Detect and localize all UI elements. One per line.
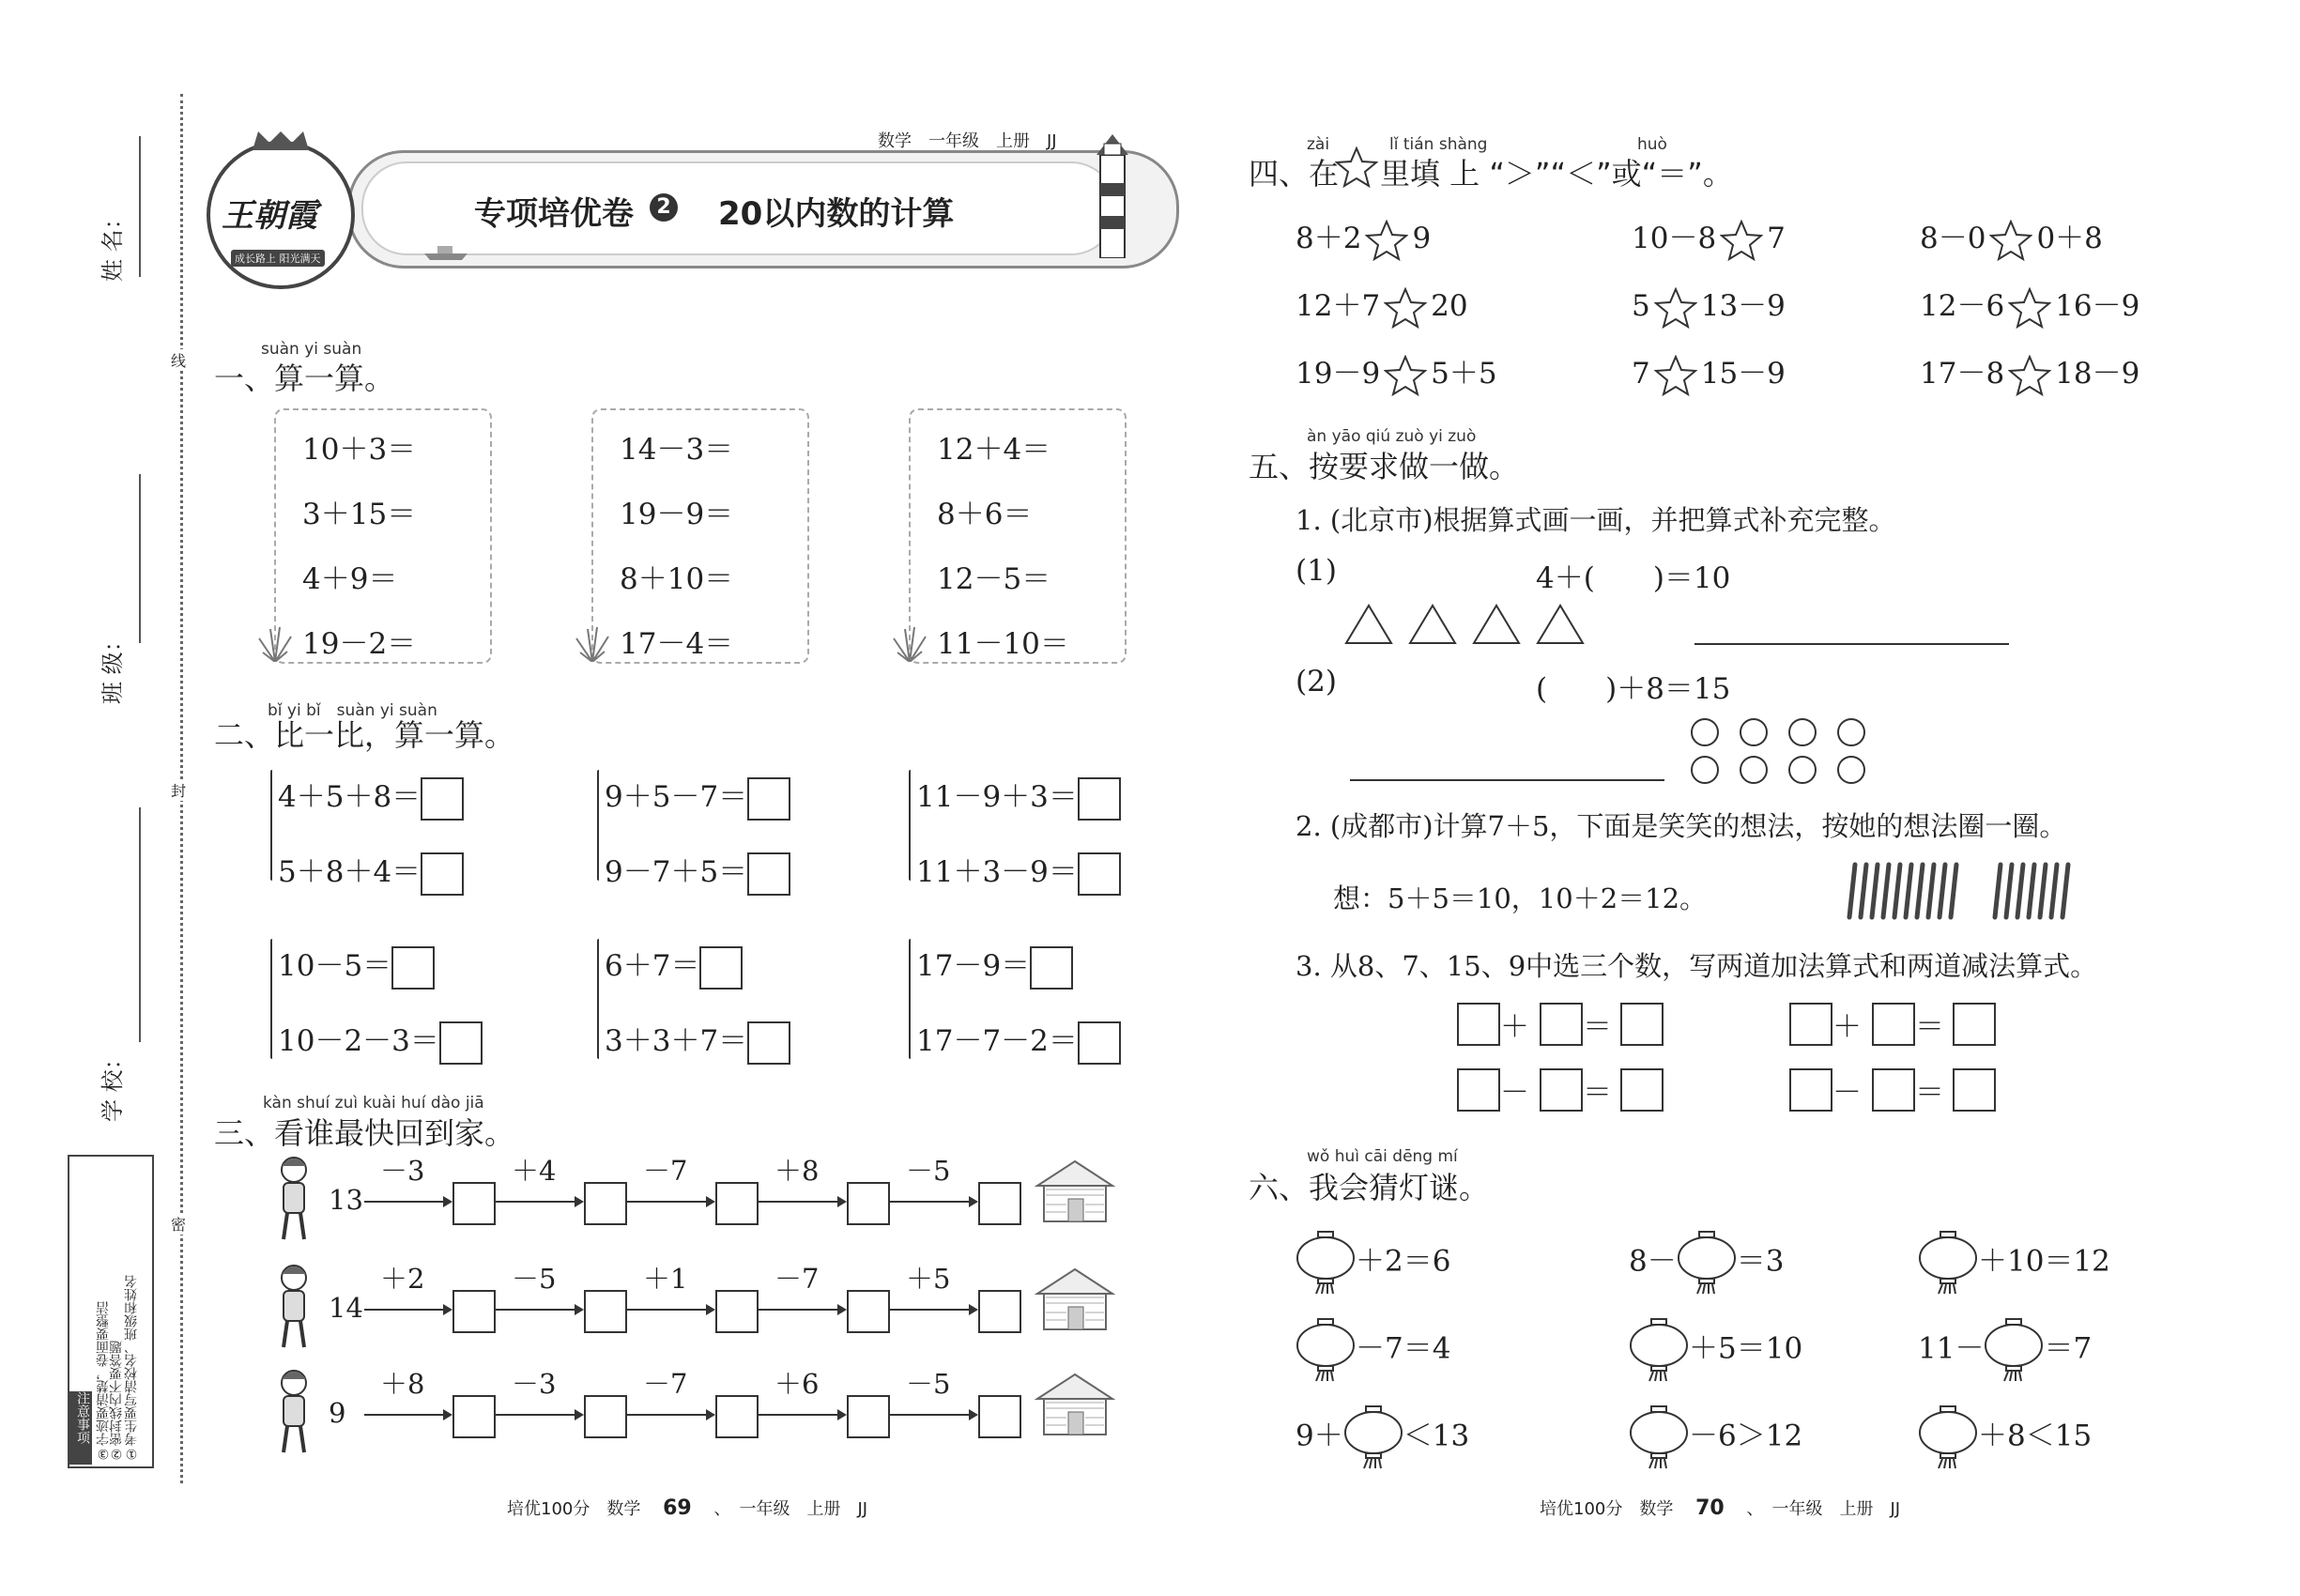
footer-right xyxy=(1540,1496,1900,1520)
grass-icon xyxy=(569,610,616,662)
race-arrow xyxy=(496,1201,576,1203)
section6-pinyin: wǒ huì cāi dēng mí xyxy=(1307,1147,1458,1166)
eq-2-3[interactable]: 8＋10＝ xyxy=(620,562,734,596)
eq-2-1[interactable]: 14－3＝ xyxy=(620,433,734,467)
compare-right: 0＋8 xyxy=(2036,222,2103,255)
header-title: 20以内数的计算 xyxy=(718,195,955,233)
race-arrow xyxy=(759,1201,839,1203)
lantern-riddle xyxy=(1918,1230,2110,1296)
compare-eq-2b xyxy=(605,848,790,896)
notice-item-3: ③字迹要清楚，卷面要整洁 xyxy=(96,1301,111,1461)
grass-icon xyxy=(886,610,933,662)
compare-eq-1a xyxy=(278,773,464,821)
race-arrow xyxy=(890,1201,971,1203)
race-answer-box[interactable] xyxy=(715,1182,759,1225)
logo-text: 王朝霞 xyxy=(222,197,317,235)
compare-right: 5＋5 xyxy=(1431,357,1497,391)
race-operation: －3 xyxy=(512,1368,557,1400)
q3-box[interactable] xyxy=(1872,1003,1915,1046)
plus-sign: ＋ xyxy=(1832,1010,1862,1044)
riddle-prefix: 8－ xyxy=(1629,1244,1677,1279)
arrow-head-icon xyxy=(443,1304,452,1315)
q2-text: 2. (成都市)计算7＋5，下面是笑笑的想法，按她的想法圈一圈。 xyxy=(1296,810,2067,842)
triangle-icon xyxy=(1538,606,1583,643)
arrow-head-icon xyxy=(969,1196,978,1207)
class-label: 班 级： xyxy=(100,629,126,704)
compare-eq-5b xyxy=(605,1017,790,1065)
arrow-head-icon xyxy=(443,1196,452,1207)
race-answer-box[interactable] xyxy=(847,1395,890,1438)
section2-title: 二、比一比，算一算。 xyxy=(214,717,515,753)
binding-strip xyxy=(0,0,188,1596)
compare-left: 8＋2 xyxy=(1296,222,1362,255)
answer-box[interactable] xyxy=(747,777,790,821)
eq-3-2[interactable]: 8＋6＝ xyxy=(937,498,1033,531)
footer-left-grade: 、 一年级 上册 JJ xyxy=(713,1499,868,1519)
counting-sticks[interactable] xyxy=(1840,859,2075,925)
race-arrow xyxy=(759,1414,839,1416)
star-compare-item xyxy=(1632,214,1786,261)
race-arrow xyxy=(364,1201,445,1203)
triangle-icon xyxy=(1410,606,1455,643)
triangle-icon xyxy=(1474,606,1519,643)
race-operation: －7 xyxy=(643,1155,688,1187)
q3-box[interactable] xyxy=(1620,1003,1664,1046)
q3-box[interactable] xyxy=(1540,1003,1583,1046)
header-number-badge: 2 xyxy=(650,193,678,222)
star-icon[interactable] xyxy=(1986,222,2036,255)
lantern-riddle xyxy=(1296,1404,1469,1470)
compare-left: 10－8 xyxy=(1632,222,1717,255)
compare-right: 18－9 xyxy=(2055,357,2140,391)
q1b-label: (2) xyxy=(1296,665,1337,698)
race-operation: ＋5 xyxy=(906,1263,951,1295)
compare-eq-6b xyxy=(916,1017,1121,1065)
section4-title-a: 四、在 xyxy=(1249,156,1340,192)
star-compare-item xyxy=(1920,214,2103,261)
arrow-head-icon xyxy=(575,1409,584,1420)
star-icon[interactable] xyxy=(2004,357,2055,391)
riddle-suffix: ＋2＝6 xyxy=(1356,1244,1451,1279)
compare-left: 12＋7 xyxy=(1296,289,1381,323)
circle-grid xyxy=(1690,715,1887,790)
q1a-equation[interactable]: 4＋( )＝10 xyxy=(1536,561,1731,595)
compare-eq-4a xyxy=(278,942,435,990)
footer-left-page: 69 xyxy=(663,1496,692,1520)
lantern-icon[interactable] xyxy=(1918,1420,1978,1453)
compare-eq-6a xyxy=(916,942,1073,990)
compare-eq-3a xyxy=(916,773,1121,821)
riddle-suffix: －7＝4 xyxy=(1356,1331,1451,1366)
compare-eq-1b xyxy=(278,848,464,896)
eq-2-4[interactable]: 17－4＝ xyxy=(620,627,734,661)
riddle-suffix: ＝7 xyxy=(2044,1331,2093,1366)
lantern-icon[interactable] xyxy=(1677,1245,1737,1279)
lantern-riddle xyxy=(1918,1317,2092,1383)
answer-box[interactable] xyxy=(439,1021,483,1065)
race-answer-box[interactable] xyxy=(584,1182,627,1225)
race-answer-box[interactable] xyxy=(452,1395,496,1438)
brace-1 xyxy=(270,770,272,881)
seal-char-line: 线 xyxy=(171,349,186,371)
house-icon xyxy=(1033,1371,1117,1436)
footer-right-page: 70 xyxy=(1695,1496,1725,1520)
triangle-icon xyxy=(1346,606,1391,643)
compare-eq-text: 9－7＋5＝ xyxy=(605,855,748,889)
race-answer-box[interactable] xyxy=(978,1290,1021,1333)
race-arrow xyxy=(364,1309,445,1311)
race-answer-box[interactable] xyxy=(978,1395,1021,1438)
arrow-head-icon xyxy=(706,1409,715,1420)
q2-think: 想：5＋5＝10，10＋2＝12。 xyxy=(1333,882,1708,914)
race-start-number: 13 xyxy=(329,1184,363,1216)
school-field[interactable] xyxy=(139,807,141,1042)
star-icon[interactable] xyxy=(1361,222,1412,255)
race-operation: ＋8 xyxy=(774,1155,820,1187)
brace-5 xyxy=(597,939,599,1059)
compare-eq-text: 6＋7＝ xyxy=(605,949,700,983)
star-icon[interactable] xyxy=(1380,357,1431,391)
compare-eq-text: 9＋5－7＝ xyxy=(605,780,748,814)
plus-sign: ＋ xyxy=(1500,1010,1529,1044)
equals-sign: ＝ xyxy=(1915,1010,1944,1044)
race-operation: －3 xyxy=(380,1155,425,1187)
answer-box[interactable] xyxy=(747,852,790,896)
section5-pinyin: àn yāo qiú zuò yi zuò xyxy=(1307,427,1477,446)
arrow-head-icon xyxy=(706,1196,715,1207)
q3-box[interactable] xyxy=(1457,1068,1500,1112)
compare-right: 20 xyxy=(1431,289,1468,323)
star-compare-item xyxy=(1920,282,2139,329)
brace-3 xyxy=(909,770,911,881)
section4-pinyin-tian: lǐ tián shàng xyxy=(1389,135,1488,154)
answer-box[interactable] xyxy=(391,946,435,990)
logo-tag: 成长路上 阳光满天 xyxy=(231,250,325,267)
race-operation: －7 xyxy=(643,1368,688,1400)
arrow-head-icon xyxy=(969,1304,978,1315)
race-operation: ＋8 xyxy=(380,1368,425,1400)
eq-1-1[interactable]: 10＋3＝ xyxy=(302,433,417,467)
race-operation: ＋6 xyxy=(774,1368,820,1400)
riddle-suffix: ＋8＜15 xyxy=(1978,1419,2093,1453)
riddle-suffix: ＋5＝10 xyxy=(1689,1331,1803,1366)
race-arrow xyxy=(364,1414,445,1416)
race-answer-box[interactable] xyxy=(847,1182,890,1225)
q1-text: 1. (北京市)根据算式画一画，并把算式补充完整。 xyxy=(1296,504,1896,536)
arrow-head-icon xyxy=(969,1409,978,1420)
race-answer-box[interactable] xyxy=(584,1290,627,1333)
riddle-suffix: ＋10＝12 xyxy=(1978,1244,2110,1279)
race-answer-box[interactable] xyxy=(715,1395,759,1438)
section5-title: 五、按要求做一做。 xyxy=(1249,449,1520,484)
lantern-icon[interactable] xyxy=(1984,1332,2044,1366)
compare-eq-text: 4＋5＋8＝ xyxy=(278,780,422,814)
lantern-riddle xyxy=(1629,1317,1802,1383)
race-answer-box[interactable] xyxy=(452,1290,496,1333)
q1a-label: (1) xyxy=(1296,554,1337,588)
compare-left: 5 xyxy=(1632,289,1650,323)
q1b-equation[interactable]: ( )＋8＝15 xyxy=(1536,672,1731,706)
race-arrow xyxy=(627,1309,708,1311)
compare-eq-5a xyxy=(605,942,743,990)
race-arrow xyxy=(890,1309,971,1311)
triangle-row xyxy=(1342,601,1605,648)
race-arrow xyxy=(496,1414,576,1416)
notice-box xyxy=(68,1155,154,1468)
race-arrow xyxy=(890,1414,971,1416)
section1-pinyin: suàn yi suàn xyxy=(261,340,362,359)
child-icon xyxy=(270,1155,317,1244)
lantern-riddle xyxy=(1629,1404,1802,1470)
eq-3-4[interactable]: 11－10＝ xyxy=(937,627,1069,661)
arrow-head-icon xyxy=(837,1409,847,1420)
star-compare-item xyxy=(1920,349,2139,396)
compare-left: 17－8 xyxy=(1920,357,2005,391)
race-answer-box[interactable] xyxy=(584,1395,627,1438)
riddle-suffix: ＝3 xyxy=(1736,1244,1785,1279)
compare-left: 19－9 xyxy=(1296,357,1381,391)
compare-eq-text: 3＋3＋7＝ xyxy=(605,1024,748,1058)
footer-right-grade: 、 一年级 上册 JJ xyxy=(1746,1499,1901,1519)
answer-box[interactable] xyxy=(1078,777,1121,821)
compare-eq-text: 11－9＋3＝ xyxy=(916,780,1078,814)
eq-1-4[interactable]: 19－2＝ xyxy=(302,627,417,661)
lantern-icon[interactable] xyxy=(1918,1245,1978,1279)
lighthouse-icon xyxy=(1080,127,1145,258)
lantern-icon[interactable] xyxy=(1629,1420,1689,1453)
lantern-icon[interactable] xyxy=(1296,1332,1356,1366)
name-label: 姓 名： xyxy=(100,207,126,282)
compare-eq-text: 17－9＝ xyxy=(916,949,1031,983)
minus-sign: － xyxy=(1500,1076,1529,1110)
lantern-riddle xyxy=(1296,1317,1450,1383)
race-arrow xyxy=(627,1201,708,1203)
notice-title: 注意事项 xyxy=(69,1391,92,1465)
notice-item-1: ①考生要写清校名、班级和姓名 xyxy=(124,1275,139,1461)
eq-1-3[interactable]: 4＋9＝ xyxy=(302,562,398,596)
footer-left-series: 培优100分 数学 xyxy=(507,1499,641,1519)
compare-eq-text: 17－7－2＝ xyxy=(916,1024,1078,1058)
answer-box[interactable] xyxy=(1078,1021,1121,1065)
answer-box[interactable] xyxy=(747,1021,790,1065)
eq-3-3[interactable]: 12－5＝ xyxy=(937,562,1051,596)
race-answer-box[interactable] xyxy=(978,1182,1021,1225)
compare-eq-3b xyxy=(916,848,1121,896)
star-compare-item xyxy=(1632,349,1786,396)
logo-crown-icon xyxy=(253,131,309,150)
lantern-icon[interactable] xyxy=(1296,1245,1356,1279)
answer-box[interactable] xyxy=(421,777,464,821)
riddle-prefix: 9＋ xyxy=(1296,1419,1343,1453)
star-compare-item xyxy=(1632,282,1786,329)
school-label: 学 校： xyxy=(100,1047,126,1122)
arrow-head-icon xyxy=(575,1196,584,1207)
compare-eq-text: 10－2－3＝ xyxy=(278,1024,439,1058)
star-compare-item xyxy=(1296,282,1468,329)
header-meta: 数学 一年级 上册 JJ xyxy=(878,131,1057,151)
q3-box[interactable] xyxy=(1872,1068,1915,1112)
race-arrow xyxy=(627,1414,708,1416)
star-icon[interactable] xyxy=(1380,289,1431,323)
arrow-head-icon xyxy=(837,1196,847,1207)
seal-char-feng: 封 xyxy=(171,779,186,801)
arrow-head-icon xyxy=(837,1304,847,1315)
riddle-suffix: ＜13 xyxy=(1403,1419,1470,1453)
section4-title-b: 里填 上 “＞”“＜”或“＝”。 xyxy=(1380,156,1733,192)
arrow-head-icon xyxy=(706,1304,715,1315)
notice-item-2: ②密封线内不要答题 xyxy=(109,1341,124,1461)
lantern-riddle xyxy=(1629,1230,1784,1296)
footer-left xyxy=(507,1496,867,1520)
race-answer-box[interactable] xyxy=(715,1290,759,1333)
race-arrow xyxy=(496,1309,576,1311)
compare-left: 8－0 xyxy=(1920,222,1986,255)
compare-left: 12－6 xyxy=(1920,289,2005,323)
compare-left: 7 xyxy=(1632,357,1650,391)
race-start-number: 9 xyxy=(329,1397,346,1429)
header-series: 专项培优卷 xyxy=(474,195,634,233)
footer-right-series: 培优100分 数学 xyxy=(1540,1499,1674,1519)
race-operation: －7 xyxy=(774,1263,820,1295)
equals-sign: ＝ xyxy=(1583,1076,1612,1110)
eq-1-2[interactable]: 3＋15＝ xyxy=(302,498,417,531)
answer-box[interactable] xyxy=(1078,852,1121,896)
race-operation: ＋1 xyxy=(643,1263,688,1295)
equals-sign: ＝ xyxy=(1915,1076,1944,1110)
q3-box[interactable] xyxy=(1540,1068,1583,1112)
compare-eq-text: 5＋8＋4＝ xyxy=(278,855,422,889)
answer-box[interactable] xyxy=(699,946,743,990)
arrow-head-icon xyxy=(575,1304,584,1315)
section1-title: 一、算一算。 xyxy=(214,361,395,396)
compare-right: 16－9 xyxy=(2055,289,2140,323)
compare-right: 7 xyxy=(1767,222,1786,255)
section3-title: 三、看谁最快回到家。 xyxy=(214,1115,515,1151)
house-icon xyxy=(1033,1266,1117,1331)
compare-right: 9 xyxy=(1412,222,1432,255)
compare-eq-4b xyxy=(278,1017,483,1065)
drawing-answer-line-2[interactable] xyxy=(1350,779,1664,781)
section4-pinyin-zai: zài xyxy=(1307,135,1330,154)
brace-2 xyxy=(597,770,599,881)
section4-pinyin-huo: huò xyxy=(1637,135,1667,154)
star-icon xyxy=(1335,146,1378,188)
child-icon xyxy=(270,1368,317,1457)
minus-sign: － xyxy=(1832,1076,1862,1110)
race-operation: －5 xyxy=(906,1155,951,1187)
compare-eq-text: 11＋3－9＝ xyxy=(916,855,1078,889)
lantern-icon[interactable] xyxy=(1343,1420,1403,1453)
race-answer-box[interactable] xyxy=(847,1290,890,1333)
brand-logo xyxy=(207,141,355,289)
arrow-head-icon xyxy=(443,1409,452,1420)
section3-pinyin: kàn shuí zuì kuài huí dào jiā xyxy=(263,1094,484,1113)
q3-box[interactable] xyxy=(1789,1003,1832,1046)
star-compare-item xyxy=(1296,214,1431,261)
q3-box[interactable] xyxy=(1953,1003,1996,1046)
brace-6 xyxy=(909,939,911,1059)
section2-pinyin: bǐ yi bǐ suàn yi suàn xyxy=(268,701,437,720)
class-field[interactable] xyxy=(139,474,141,643)
q3-box[interactable] xyxy=(1953,1068,1996,1112)
brace-4 xyxy=(270,939,272,1059)
eq-2-2[interactable]: 19－9＝ xyxy=(620,498,734,531)
star-icon[interactable] xyxy=(2004,289,2055,323)
compare-eq-2a xyxy=(605,773,790,821)
race-answer-box[interactable] xyxy=(452,1182,496,1225)
house-icon xyxy=(1033,1158,1117,1223)
star-icon[interactable] xyxy=(1650,289,1701,323)
star-icon[interactable] xyxy=(1716,222,1767,255)
race-operation: －5 xyxy=(906,1368,951,1400)
riddle-suffix: －6＞12 xyxy=(1689,1419,1803,1453)
lantern-icon[interactable] xyxy=(1629,1332,1689,1366)
race-operation: ＋4 xyxy=(512,1155,557,1187)
lantern-riddle xyxy=(1918,1404,2092,1470)
answer-box[interactable] xyxy=(1030,946,1073,990)
q3-box[interactable] xyxy=(1789,1068,1832,1112)
riddle-prefix: 11－ xyxy=(1918,1331,1985,1366)
ship-icon xyxy=(422,242,469,261)
section6-title: 六、我会猜灯谜。 xyxy=(1249,1170,1490,1205)
answer-box[interactable] xyxy=(421,852,464,896)
compare-eq-text: 10－5＝ xyxy=(278,949,392,983)
eq-3-1[interactable]: 12＋4＝ xyxy=(937,433,1051,467)
compare-right: 15－9 xyxy=(1700,357,1786,391)
lantern-riddle xyxy=(1296,1230,1450,1296)
star-compare-item xyxy=(1296,349,1497,396)
grass-icon xyxy=(252,610,299,662)
drawing-answer-line-1[interactable] xyxy=(1694,643,2009,645)
q3-box[interactable] xyxy=(1620,1068,1664,1112)
name-field[interactable] xyxy=(139,136,141,277)
child-icon xyxy=(270,1263,317,1352)
race-start-number: 14 xyxy=(329,1292,363,1324)
q3-text: 3. 从8、7、15、9中选三个数，写两道加法算式和两道减法算式。 xyxy=(1296,950,2098,982)
equals-sign: ＝ xyxy=(1583,1010,1612,1044)
race-arrow xyxy=(759,1309,839,1311)
compare-right: 13－9 xyxy=(1700,289,1786,323)
race-operation: －5 xyxy=(512,1263,557,1295)
q3-box[interactable] xyxy=(1457,1003,1500,1046)
star-icon[interactable] xyxy=(1650,357,1701,391)
race-operation: ＋2 xyxy=(380,1263,425,1295)
seal-char-mi: 密 xyxy=(171,1213,186,1235)
